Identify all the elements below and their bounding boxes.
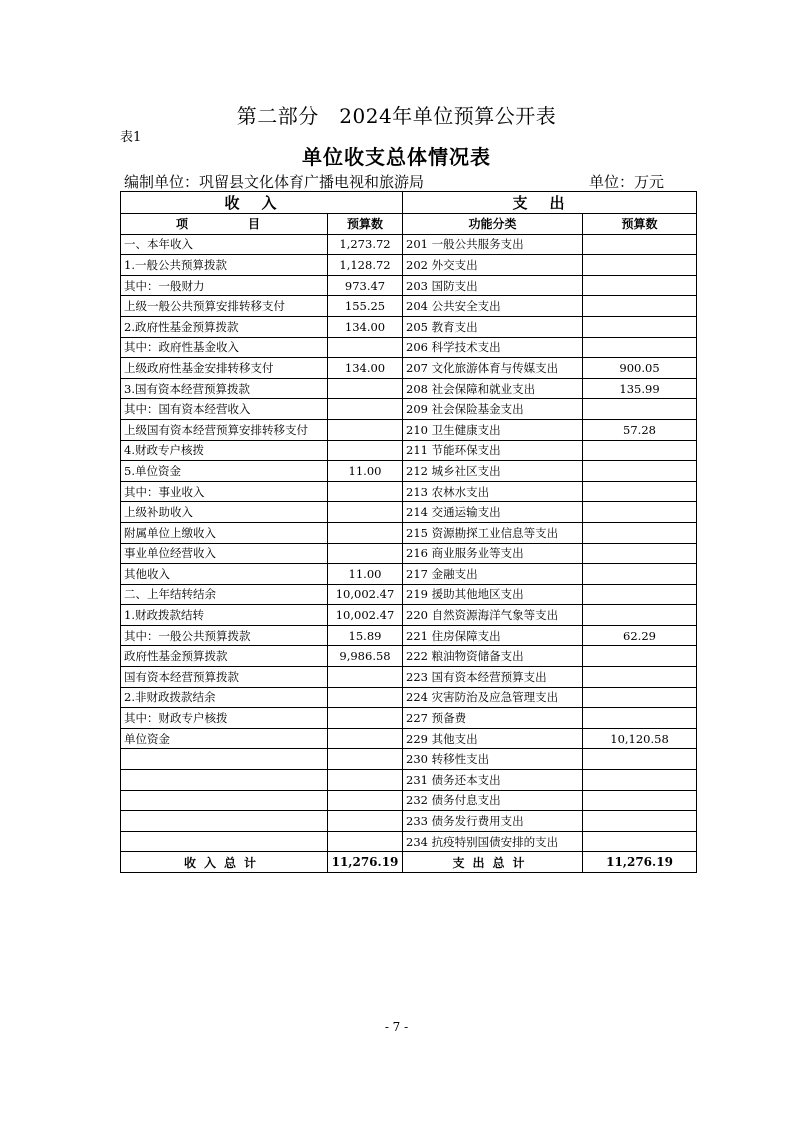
- income-amount-cell: 973.47: [328, 275, 403, 296]
- table-row: [121, 646, 697, 667]
- category-column-header: 功能分类: [403, 214, 583, 235]
- budget-column-header: 预算数: [328, 214, 403, 235]
- item-column-header: 项 目: [121, 214, 328, 235]
- income-item-cell: 其中：一般财力: [121, 275, 328, 296]
- income-item-cell: 一、本年收入: [121, 234, 328, 255]
- income-item-cell: 事业单位经营收入: [121, 543, 328, 564]
- currency-unit: 单位：万元: [588, 173, 664, 191]
- income-item-cell: 上级政府性基金安排转移支付: [121, 358, 328, 379]
- meta-row: [124, 171, 664, 191]
- expense-category-cell: 209 社会保险基金支出: [403, 399, 583, 420]
- expense-amount-cell: [583, 667, 697, 688]
- expense-amount-cell: [583, 811, 697, 832]
- expense-amount-cell: [583, 646, 697, 667]
- income-item-cell: 1.财政拨款结转: [121, 605, 328, 626]
- expense-category-cell: 232 债务付息支出: [403, 790, 583, 811]
- income-amount-cell: 134.00: [328, 316, 403, 337]
- expense-total-value: 11,276.19: [583, 852, 697, 873]
- expense-amount-cell: [583, 708, 697, 729]
- income-amount-cell: [328, 522, 403, 543]
- expense-amount-cell: [583, 461, 697, 482]
- income-item-cell: 上级一般公共预算安排转移支付: [121, 296, 328, 317]
- expense-category-cell: 216 商业服务业等支出: [403, 543, 583, 564]
- table-row: [121, 770, 697, 791]
- income-amount-cell: [328, 337, 403, 358]
- expense-category-cell: 220 自然资源海洋气象等支出: [403, 605, 583, 626]
- income-item-cell: 单位资金: [121, 728, 328, 749]
- table-row: [121, 605, 697, 626]
- expense-category-cell: 214 交通运输支出: [403, 502, 583, 523]
- table-title: 单位收支总体情况表: [302, 145, 491, 169]
- expense-category-cell: 233 债务发行费用支出: [403, 811, 583, 832]
- expense-amount-cell: [583, 337, 697, 358]
- income-item-cell: 2.非财政拨款结余: [121, 687, 328, 708]
- expense-category-cell: 219 援助其他地区支出: [403, 584, 583, 605]
- table-row: [121, 564, 697, 585]
- income-item-cell: [121, 831, 328, 852]
- income-amount-cell: 10,002.47: [328, 584, 403, 605]
- expense-amount-cell: [583, 234, 697, 255]
- income-amount-cell: [328, 749, 403, 770]
- income-amount-cell: [328, 790, 403, 811]
- table-row: [121, 378, 697, 399]
- table-row: [121, 790, 697, 811]
- expense-category-cell: 207 文化旅游体育与传媒支出: [403, 358, 583, 379]
- table-row: [121, 728, 697, 749]
- income-amount-cell: [328, 378, 403, 399]
- table-row: [121, 543, 697, 564]
- table-row: [121, 522, 697, 543]
- expense-category-cell: 217 金融支出: [403, 564, 583, 585]
- income-item-cell: 政府性基金预算拨款: [121, 646, 328, 667]
- income-item-cell: 1.一般公共预算拨款: [121, 255, 328, 276]
- expense-amount-cell: [583, 770, 697, 791]
- income-amount-cell: [328, 831, 403, 852]
- table-row: [121, 584, 697, 605]
- expense-amount-cell: [583, 502, 697, 523]
- expense-amount-cell: [583, 316, 697, 337]
- page-number: - 7 -: [384, 1020, 409, 1034]
- income-item-cell: 二、上年结转结余: [121, 584, 328, 605]
- income-item-cell: 其中：国有资本经营收入: [121, 399, 328, 420]
- expense-amount-cell: 62.29: [583, 625, 697, 646]
- income-amount-cell: 134.00: [328, 358, 403, 379]
- expense-category-cell: 229 其他支出: [403, 728, 583, 749]
- income-amount-cell: [328, 419, 403, 440]
- table-row: [121, 296, 697, 317]
- total-row: [121, 852, 697, 873]
- income-amount-cell: [328, 502, 403, 523]
- expense-amount-cell: 900.05: [583, 358, 697, 379]
- table-row: [121, 255, 697, 276]
- expense-amount-cell: [583, 749, 697, 770]
- table-row: [121, 358, 697, 379]
- income-item-cell: 其中：政府性基金收入: [121, 337, 328, 358]
- income-amount-cell: 11.00: [328, 564, 403, 585]
- income-item-cell: 其中：财政专户核拨: [121, 708, 328, 729]
- table-row: [121, 234, 697, 255]
- expense-category-cell: 211 节能环保支出: [403, 440, 583, 461]
- expense-category-cell: 215 资源勘探工业信息等支出: [403, 522, 583, 543]
- table-row: [121, 440, 697, 461]
- expense-category-cell: 201 一般公共服务支出: [403, 234, 583, 255]
- income-header: 收入: [121, 192, 403, 214]
- expense-amount-cell: [583, 790, 697, 811]
- income-amount-cell: [328, 543, 403, 564]
- expense-amount-cell: [583, 543, 697, 564]
- expense-amount-cell: [583, 275, 697, 296]
- table-row: [121, 831, 697, 852]
- part-title: 第二部分 2024年单位预算公开表: [236, 104, 557, 128]
- table-header-sub: [121, 214, 697, 235]
- table-row: [121, 399, 697, 420]
- expense-category-cell: 206 科学技术支出: [403, 337, 583, 358]
- expense-category-cell: 234 抗疫特别国债安排的支出: [403, 831, 583, 852]
- income-item-cell: 其中：一般公共预算拨款: [121, 625, 328, 646]
- expense-amount-cell: [583, 296, 697, 317]
- table-number: 表1: [120, 130, 142, 145]
- table-row: [121, 502, 697, 523]
- income-amount-cell: [328, 481, 403, 502]
- table-row: [121, 461, 697, 482]
- expense-category-cell: 210 卫生健康支出: [403, 419, 583, 440]
- expense-amount-cell: [583, 255, 697, 276]
- expense-category-cell: 222 粮油物资储备支出: [403, 646, 583, 667]
- table-row: [121, 708, 697, 729]
- income-item-cell: 其中：事业收入: [121, 481, 328, 502]
- income-amount-cell: [328, 708, 403, 729]
- expense-amount-cell: [583, 831, 697, 852]
- expense-category-cell: 208 社会保障和就业支出: [403, 378, 583, 399]
- expense-category-cell: 230 转移性支出: [403, 749, 583, 770]
- expense-category-cell: 205 教育支出: [403, 316, 583, 337]
- income-amount-cell: [328, 770, 403, 791]
- expense-category-cell: 203 国防支出: [403, 275, 583, 296]
- table-row: [121, 419, 697, 440]
- table-body: [121, 234, 697, 852]
- income-item-cell: 国有资本经营预算拨款: [121, 667, 328, 688]
- income-item-cell: [121, 811, 328, 832]
- income-amount-cell: [328, 667, 403, 688]
- expense-amount-cell: [583, 584, 697, 605]
- income-amount-cell: 1,128.72: [328, 255, 403, 276]
- expense-category-cell: 202 外交支出: [403, 255, 583, 276]
- table-row: [121, 481, 697, 502]
- income-total-value: 11,276.19: [328, 852, 403, 873]
- table-row: [121, 811, 697, 832]
- income-item-cell: [121, 790, 328, 811]
- income-amount-cell: 1,273.72: [328, 234, 403, 255]
- expense-total-label: 支出总计: [403, 852, 583, 873]
- income-amount-cell: 9,986.58: [328, 646, 403, 667]
- table-row: [121, 337, 697, 358]
- compiling-unit: 编制单位：巩留县文化体育广播电视和旅游局: [124, 173, 425, 191]
- table-header-main: [121, 192, 697, 214]
- expense-category-cell: 221 住房保障支出: [403, 625, 583, 646]
- expense-amount-cell: [583, 481, 697, 502]
- expense-amount-cell: 135.99: [583, 378, 697, 399]
- expense-budget-column-header: 预算数: [583, 214, 697, 235]
- income-amount-cell: [328, 440, 403, 461]
- income-item-cell: 4.财政专户核拨: [121, 440, 328, 461]
- expense-amount-cell: [583, 605, 697, 626]
- expense-category-cell: 227 预备费: [403, 708, 583, 729]
- expense-amount-cell: [583, 440, 697, 461]
- income-amount-cell: 11.00: [328, 461, 403, 482]
- income-item-cell: 上级补助收入: [121, 502, 328, 523]
- expense-header: 支出: [403, 192, 697, 214]
- income-item-cell: 2.政府性基金预算拨款: [121, 316, 328, 337]
- expense-amount-cell: 57.28: [583, 419, 697, 440]
- expense-amount-cell: [583, 687, 697, 708]
- expense-category-cell: 213 农林水支出: [403, 481, 583, 502]
- income-item-cell: [121, 749, 328, 770]
- income-amount-cell: 10,002.47: [328, 605, 403, 626]
- table-row: [121, 667, 697, 688]
- expense-amount-cell: 10,120.58: [583, 728, 697, 749]
- income-amount-cell: [328, 811, 403, 832]
- income-item-cell: 附属单位上缴收入: [121, 522, 328, 543]
- expense-category-cell: 231 债务还本支出: [403, 770, 583, 791]
- expense-amount-cell: [583, 522, 697, 543]
- expense-category-cell: 212 城乡社区支出: [403, 461, 583, 482]
- expense-amount-cell: [583, 564, 697, 585]
- income-amount-cell: [328, 687, 403, 708]
- table-row: [121, 625, 697, 646]
- income-item-cell: [121, 770, 328, 791]
- income-amount-cell: 15.89: [328, 625, 403, 646]
- table-row: [121, 687, 697, 708]
- income-item-cell: 上级国有资本经营预算安排转移支付: [121, 419, 328, 440]
- income-amount-cell: [328, 728, 403, 749]
- expense-amount-cell: [583, 399, 697, 420]
- table-row: [121, 275, 697, 296]
- expense-category-cell: 224 灾害防治及应急管理支出: [403, 687, 583, 708]
- income-item-cell: 3.国有资本经营预算拨款: [121, 378, 328, 399]
- income-item-cell: 其他收入: [121, 564, 328, 585]
- expense-category-cell: 223 国有资本经营预算支出: [403, 667, 583, 688]
- table-row: [121, 749, 697, 770]
- income-total-label: 收入总计: [121, 852, 328, 873]
- expense-category-cell: 204 公共安全支出: [403, 296, 583, 317]
- income-item-cell: 5.单位资金: [121, 461, 328, 482]
- income-amount-cell: 155.25: [328, 296, 403, 317]
- income-expense-table: [120, 191, 697, 873]
- table-row: [121, 316, 697, 337]
- income-amount-cell: [328, 399, 403, 420]
